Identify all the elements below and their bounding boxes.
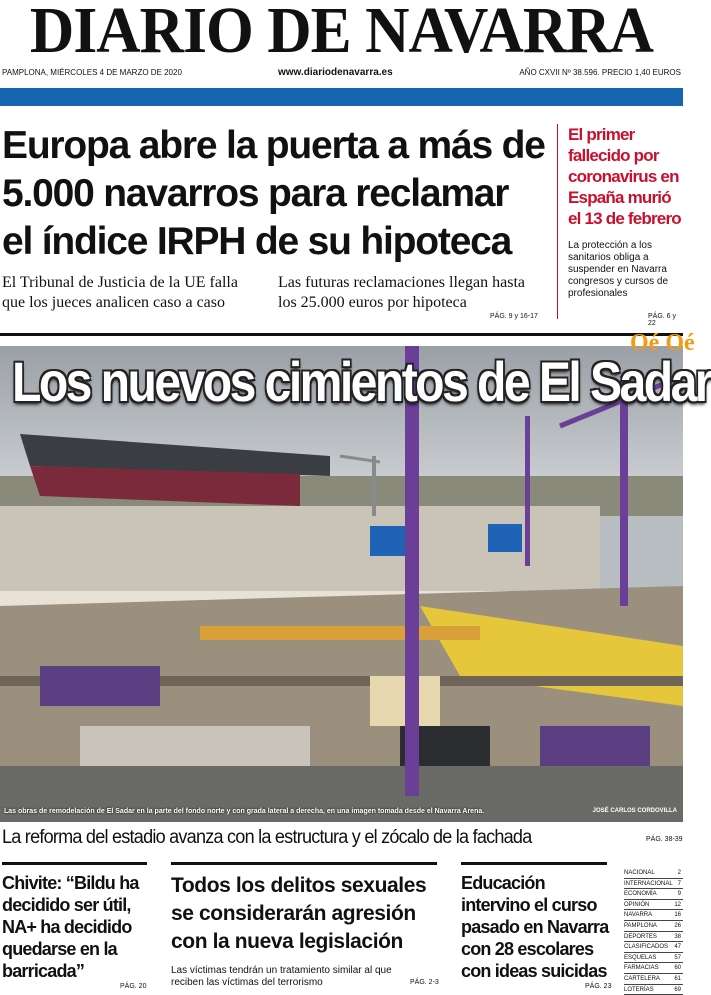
photo-subheading: La reforma del estadio avanza con la estructura y el zócalo de la fachada <box>2 827 532 848</box>
stadium-illustration <box>0 346 683 822</box>
section-index <box>624 868 683 995</box>
index-section: NAVARRA <box>624 912 653 919</box>
bottom-rule-2 <box>171 862 437 865</box>
bottom-headline-3[interactable]: Educación intervino el curso pasado en Navarra con 28 escolares con ideas suicidas <box>461 873 609 981</box>
index-page: 47 <box>674 944 681 951</box>
index-page: 61 <box>674 975 681 982</box>
main-subheadline-left: El Tribunal de Justicia de la UE falla que los jueces analicen caso a caso <box>2 274 238 311</box>
bottom-page-ref-1: PÁG. 20 <box>120 983 147 990</box>
brand-bar <box>0 88 683 106</box>
photo-headline[interactable]: Los nuevos cimientos de El Sadar <box>12 350 711 413</box>
photo-caption: Las obras de remodelación de El Sadar en la parte del fondo norte y con grada lateral a derecha, en una imagen tomada desde el Navarra Arena. <box>4 808 485 815</box>
bottom-summary-2: Las víctimas tendrán un tratamiento similar al que reciben las víctimas del terrorismo <box>171 965 392 988</box>
index-page: 9 <box>677 891 681 898</box>
oe-logo-text: Oé Oé <box>630 330 695 356</box>
index-page: 26 <box>674 922 681 929</box>
index-row[interactable] <box>624 953 683 964</box>
index-section: FARMACIAS <box>624 965 659 972</box>
index-page: 57 <box>674 954 681 961</box>
bottom-rule-3 <box>461 862 607 865</box>
main-subheadline-right: Las futuras reclamaciones llegan hasta los 25.000 euros por hipoteca <box>278 274 525 311</box>
index-row[interactable] <box>624 900 683 911</box>
index-section: CLASIFICADOS <box>624 944 669 951</box>
side-headline[interactable]: El primer fallecido por coronavirus en España murió el 13 de febrero <box>568 125 681 228</box>
index-row[interactable] <box>624 868 683 879</box>
index-row[interactable] <box>624 963 683 974</box>
main-page-ref: PÁG. 9 y 16-17 <box>490 313 538 320</box>
index-row[interactable] <box>624 974 683 985</box>
index-row[interactable] <box>624 932 683 943</box>
bottom-page-ref-3: PÁG. 23 <box>585 983 612 990</box>
photo-credit: JOSÉ CARLOS CORDOVILLA <box>592 808 677 814</box>
index-page: 2 <box>677 870 681 876</box>
index-row[interactable] <box>624 889 683 900</box>
bottom-headline-1[interactable]: Chivite: “Bildu ha decidido ser útil, NA+ ha decidido quedarse en la barricada” <box>2 873 139 981</box>
index-page: 69 <box>674 986 681 993</box>
index-page: 12 <box>674 901 681 908</box>
index-section: LOTERÍAS <box>624 986 654 993</box>
date-location: PAMPLONA, MIÉRCOLES 4 DE MARZO DE 2020 <box>2 68 182 77</box>
website-link[interactable]: www.diariodenavarra.es <box>278 67 393 78</box>
index-page: 60 <box>674 965 681 972</box>
bottom-page-ref-2: PÁG. 2-3 <box>410 979 439 986</box>
index-page: 38 <box>674 933 681 940</box>
index-section: ESQUELAS <box>624 954 657 961</box>
index-section: CARTELERA <box>624 975 660 982</box>
side-divider <box>557 124 558 319</box>
side-page-ref: PÁG. 6 y 22 <box>648 313 677 327</box>
index-row[interactable] <box>624 910 683 921</box>
bottom-headline-2[interactable]: Todos los delitos sexuales se considerarán agresión con la nueva legislación <box>171 874 427 953</box>
index-row[interactable] <box>624 942 683 953</box>
index-section: PAMPLONA <box>624 922 657 929</box>
index-row[interactable] <box>624 985 683 995</box>
index-section: ECONOMÍA <box>624 891 657 898</box>
stadium-photo[interactable] <box>0 346 683 822</box>
issue-price: AÑO CXVII Nº 38.596. PRECIO 1,40 EUROS <box>519 68 681 77</box>
masthead-title: DIARIO DE NAVARRA <box>29 0 654 67</box>
photo-page-ref: PÁG. 38-39 <box>646 836 683 843</box>
index-row[interactable] <box>624 879 683 890</box>
index-section: NACIONAL <box>624 870 655 876</box>
index-page: 7 <box>677 880 681 887</box>
index-section: OPINIÓN <box>624 901 650 908</box>
side-summary: La protección a los sanitarios obliga a suspender en Navarra congresos y cursos de profesionales <box>568 240 669 299</box>
index-section: INTERNACIONAL <box>624 880 673 887</box>
main-headline[interactable]: Europa abre la puerta a más de 5.000 navarros para reclamar el índice IRPH de su hipoteca <box>2 124 545 263</box>
section-rule <box>0 333 683 336</box>
index-row[interactable] <box>624 921 683 932</box>
index-page: 16 <box>674 912 681 919</box>
index-section: DEPORTES <box>624 933 657 940</box>
bottom-rule-1 <box>2 862 147 865</box>
info-line <box>0 66 683 80</box>
